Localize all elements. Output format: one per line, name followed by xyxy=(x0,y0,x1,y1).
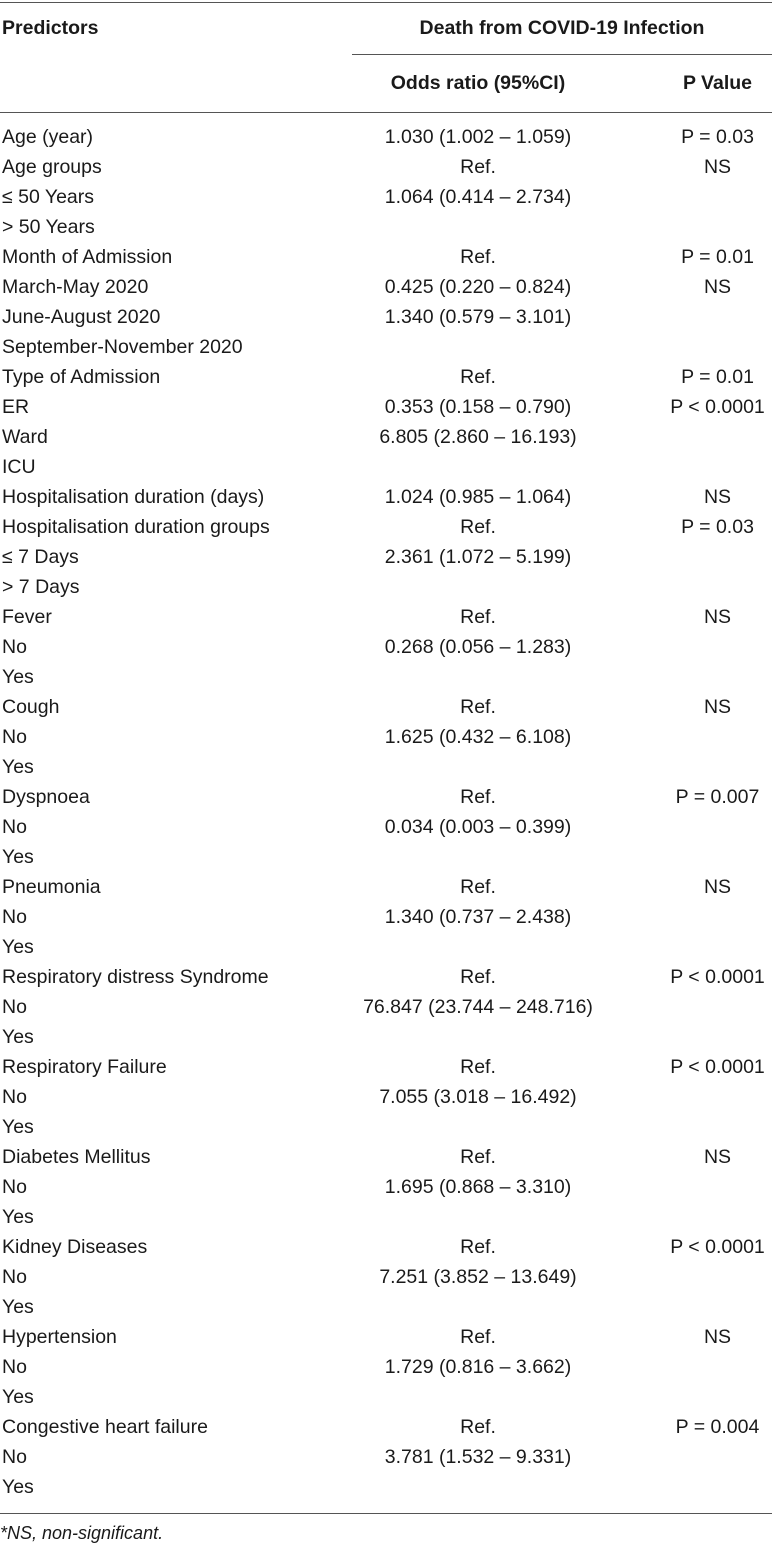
p-value-cell: NS xyxy=(703,606,732,628)
row-label: Month of Admission xyxy=(2,246,173,268)
odds-ratio-cell: Ref. xyxy=(460,1326,496,1348)
row-label: Age (year) xyxy=(2,126,94,148)
odds-ratio-cell: 1.064 (0.414 – 2.734) xyxy=(384,186,572,208)
row-label: Respiratory Failure xyxy=(2,1056,167,1078)
row-label: No xyxy=(2,816,27,838)
p-value-cell: P = 0.004 xyxy=(675,1416,760,1438)
table-row xyxy=(0,902,772,932)
table-row xyxy=(0,1142,772,1172)
table-row xyxy=(0,122,772,152)
table-row xyxy=(0,1082,772,1112)
table-row xyxy=(0,512,772,542)
odds-ratio-cell: 7.251 (3.852 – 13.649) xyxy=(379,1266,577,1288)
row-label: No xyxy=(2,1356,27,1378)
odds-ratio-cell: 7.055 (3.018 – 16.492) xyxy=(379,1086,577,1108)
row-label: June-August 2020 xyxy=(2,306,161,328)
header-odds-ratio: Odds ratio (95%CI) xyxy=(390,72,566,94)
odds-ratio-cell: 2.361 (1.072 – 5.199) xyxy=(384,546,572,568)
table-row xyxy=(0,152,772,182)
footnote: *NS, non-significant. xyxy=(0,1523,164,1543)
row-label: Ward xyxy=(2,426,48,448)
odds-ratio-cell: Ref. xyxy=(460,516,496,538)
table-row xyxy=(0,662,772,692)
table-row xyxy=(0,1442,772,1472)
row-label: Yes xyxy=(2,936,34,958)
odds-ratio-cell: 1.695 (0.868 – 3.310) xyxy=(384,1176,572,1198)
p-value-cell: NS xyxy=(703,1326,732,1348)
top-rule xyxy=(0,2,772,3)
row-label: Yes xyxy=(2,756,34,778)
table-row xyxy=(0,632,772,662)
row-label: Pneumonia xyxy=(2,876,101,898)
table-row xyxy=(0,452,772,482)
table-row xyxy=(0,542,772,572)
row-label: No xyxy=(2,1086,27,1108)
odds-ratio-cell: 1.625 (0.432 – 6.108) xyxy=(384,726,572,748)
table-row xyxy=(0,842,772,872)
row-label: > 50 Years xyxy=(2,216,95,238)
row-label: Yes xyxy=(2,1296,34,1318)
table-body xyxy=(0,122,772,1502)
odds-ratio-cell: 3.781 (1.532 – 9.331) xyxy=(384,1446,572,1468)
p-value-cell: NS xyxy=(703,276,732,298)
p-value-cell: P = 0.007 xyxy=(675,786,760,808)
table-row xyxy=(0,1112,772,1142)
row-label: Yes xyxy=(2,846,34,868)
odds-ratio-cell: 1.024 (0.985 – 1.064) xyxy=(384,486,572,508)
table-row xyxy=(0,302,772,332)
table-row xyxy=(0,992,772,1022)
table-row xyxy=(0,782,772,812)
table-row xyxy=(0,872,772,902)
row-label: Type of Admission xyxy=(2,366,161,388)
p-value-cell: NS xyxy=(703,1146,732,1168)
table-row xyxy=(0,332,772,362)
odds-ratio-cell: Ref. xyxy=(460,1146,496,1168)
odds-ratio-cell: 1.340 (0.579 – 3.101) xyxy=(384,306,572,328)
header-group: Death from COVID-19 Infection xyxy=(419,17,705,39)
row-label: Diabetes Mellitus xyxy=(2,1146,151,1168)
row-label: Cough xyxy=(2,696,60,718)
table-row xyxy=(0,1382,772,1412)
p-value-cell: NS xyxy=(703,876,732,898)
row-label: Yes xyxy=(2,1386,34,1408)
row-label: Age groups xyxy=(2,156,102,178)
row-label: Hypertension xyxy=(2,1326,117,1348)
p-value-cell: NS xyxy=(703,486,732,508)
odds-ratio-cell: Ref. xyxy=(460,1416,496,1438)
row-label: Fever xyxy=(2,606,52,628)
p-value-cell: P = 0.01 xyxy=(681,246,754,268)
p-value-cell: NS xyxy=(703,696,732,718)
p-value-cell: P < 0.0001 xyxy=(670,396,765,418)
odds-ratio-cell: 0.268 (0.056 – 1.283) xyxy=(384,636,572,658)
row-label: > 7 Days xyxy=(2,576,80,598)
table-row xyxy=(0,212,772,242)
table-row xyxy=(0,1232,772,1262)
odds-ratio-cell: 76.847 (23.744 – 248.716) xyxy=(363,996,593,1018)
row-label: ≤ 7 Days xyxy=(2,546,79,568)
table-row xyxy=(0,1262,772,1292)
odds-ratio-cell: 1.030 (1.002 – 1.059) xyxy=(384,126,572,148)
table-row xyxy=(0,1022,772,1052)
p-value-cell: P = 0.01 xyxy=(681,366,754,388)
row-label: Yes xyxy=(2,1476,34,1498)
header-rule xyxy=(0,112,772,113)
table-row xyxy=(0,1202,772,1232)
table-row xyxy=(0,572,772,602)
p-value-cell: P = 0.03 xyxy=(681,126,754,148)
odds-ratio-cell: 6.805 (2.860 – 16.193) xyxy=(379,426,577,448)
table-row xyxy=(0,1322,772,1352)
p-value-cell: NS xyxy=(703,156,732,178)
odds-ratio-cell: Ref. xyxy=(460,966,496,988)
p-value-cell: P < 0.0001 xyxy=(670,1236,765,1258)
table-row xyxy=(0,962,772,992)
row-label: No xyxy=(2,996,27,1018)
header-p-value: P Value xyxy=(682,72,753,94)
p-value-cell: P = 0.03 xyxy=(681,516,754,538)
row-label: September-November 2020 xyxy=(2,336,243,358)
odds-ratio-cell: Ref. xyxy=(460,786,496,808)
row-label: No xyxy=(2,1266,27,1288)
odds-ratio-cell: 0.425 (0.220 – 0.824) xyxy=(384,276,572,298)
odds-ratio-cell: 0.034 (0.003 – 0.399) xyxy=(384,816,572,838)
row-label: ≤ 50 Years xyxy=(2,186,95,208)
odds-ratio-cell: Ref. xyxy=(460,696,496,718)
row-label: March-May 2020 xyxy=(2,276,149,298)
table-row xyxy=(0,482,772,512)
odds-ratio-cell: Ref. xyxy=(460,1056,496,1078)
odds-ratio-cell: Ref. xyxy=(460,876,496,898)
table-row xyxy=(0,1172,772,1202)
row-label: ICU xyxy=(2,456,36,478)
table-row xyxy=(0,722,772,752)
row-label: Yes xyxy=(2,1026,34,1048)
row-label: No xyxy=(2,636,27,658)
row-label: Respiratory distress Syndrome xyxy=(2,966,269,988)
row-label: ER xyxy=(2,396,30,418)
odds-ratio-cell: Ref. xyxy=(460,606,496,628)
row-label: Yes xyxy=(2,666,34,688)
table-row xyxy=(0,392,772,422)
group-rule xyxy=(352,54,772,55)
table-row xyxy=(0,812,772,842)
table-row xyxy=(0,1352,772,1382)
row-label: Dyspnoea xyxy=(2,786,90,808)
table-row xyxy=(0,602,772,632)
table-row xyxy=(0,182,772,212)
odds-ratio-cell: Ref. xyxy=(460,156,496,178)
row-label: Congestive heart failure xyxy=(2,1416,208,1438)
odds-ratio-cell: Ref. xyxy=(460,1236,496,1258)
header-predictors: Predictors xyxy=(2,17,99,39)
odds-ratio-cell: 1.340 (0.737 – 2.438) xyxy=(384,906,572,928)
odds-ratio-cell: 0.353 (0.158 – 0.790) xyxy=(384,396,572,418)
bottom-rule xyxy=(0,1513,772,1514)
row-label: No xyxy=(2,1446,27,1468)
table-row xyxy=(0,1292,772,1322)
p-value-cell: P < 0.0001 xyxy=(670,1056,765,1078)
table-row xyxy=(0,242,772,272)
row-label: No xyxy=(2,1176,27,1198)
odds-ratio-cell: Ref. xyxy=(460,366,496,388)
table-row xyxy=(0,1052,772,1082)
row-label: Yes xyxy=(2,1206,34,1228)
table-row xyxy=(0,932,772,962)
table-row xyxy=(0,272,772,302)
table-row xyxy=(0,752,772,782)
row-label: No xyxy=(2,726,27,748)
table-row xyxy=(0,422,772,452)
row-label: Hospitalisation duration (days) xyxy=(2,486,265,508)
row-label: Yes xyxy=(2,1116,34,1138)
p-value-cell: P < 0.0001 xyxy=(670,966,765,988)
table-row xyxy=(0,362,772,392)
odds-ratio-cell: 1.729 (0.816 – 3.662) xyxy=(384,1356,572,1378)
table-row xyxy=(0,1472,772,1502)
table-row xyxy=(0,692,772,722)
row-label: No xyxy=(2,906,27,928)
row-label: Kidney Diseases xyxy=(2,1236,148,1258)
row-label: Hospitalisation duration groups xyxy=(2,516,270,538)
odds-ratio-cell: Ref. xyxy=(460,246,496,268)
table-row xyxy=(0,1412,772,1442)
